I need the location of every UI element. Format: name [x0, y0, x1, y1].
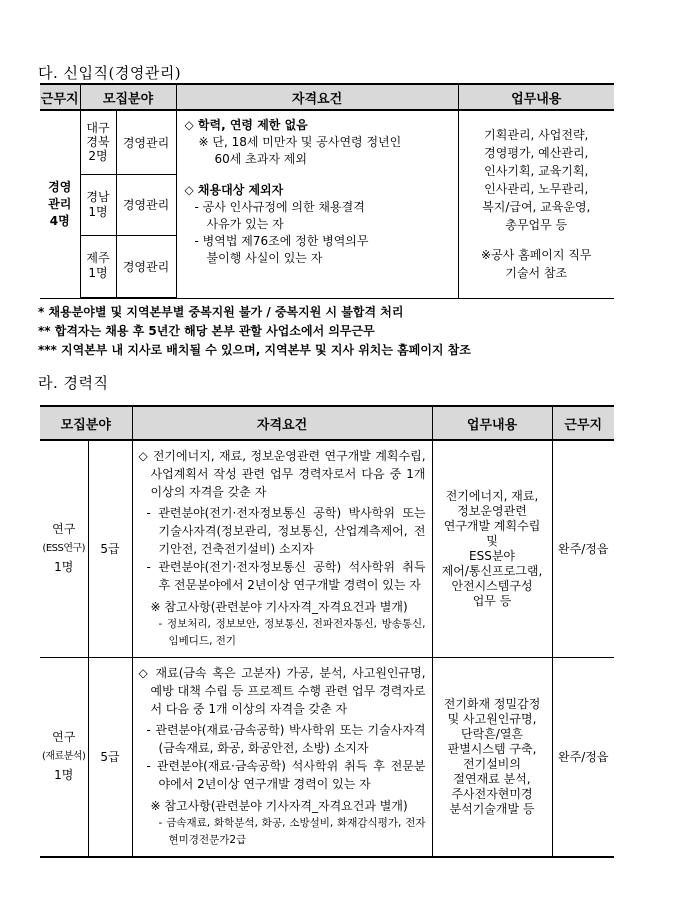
field-cell: 연구 (ESS연구) 1명	[40, 440, 88, 657]
header-duties: 업무내용	[432, 406, 552, 440]
header-requirements: 자격요건	[132, 406, 432, 440]
header-requirements: 자격요건	[176, 84, 458, 110]
region-cell: 제주 1명	[80, 235, 116, 298]
duties-cell: 기획관리, 사업전략, 경영평가, 예산관리, 인사기획, 교육기획, 인사관리, 노무관리, 복지/급여, 교육운영, 총무업무 등 ※공사 홈페이지 직무 기술서 참조	[458, 110, 614, 298]
field-cell: 경영관리	[116, 110, 176, 174]
notes	[38, 303, 471, 360]
header-duties: 업무내용	[458, 84, 614, 110]
region-cell: 경남 1명	[80, 174, 116, 235]
header-location: 근무지	[552, 406, 614, 440]
requirements-cell: ◇ 재료(금속 혹은 고분자) 가공, 분석, 사고원인규명, 예방 대책 수립 등 프로젝트 수행 관련 업무 경력자로서 다음 중 1개 이상의 자격을 갖춘 자 - 관련분야(재료·금속공학) 박사학위 또는 기술사자격(금속재료, 화공, 화공안전, 소방) 소지자 - 관련분야(재료·금속공학) 석사학위 취득 후 전문분야에서 2년이상 연구개발 경력이 있는 자 ※ 참고사항(관련분야 기사자격_자격요건과 별개) - 금속재료, 화학분석, 화공, 소방설비, 화재감식평가, 전자현미경전문가2급	[132, 657, 432, 857]
location-cell: 경영 관리 4명	[40, 110, 80, 298]
note-line: *** 지역본부 내 지사로 배치될 수 있으며, 지역본부 및 지사 위치는 홈페이지 참조	[38, 343, 471, 357]
location-cell: 완주/정읍	[552, 440, 614, 657]
field-cell: 경영관리	[116, 235, 176, 298]
table-row	[40, 440, 614, 657]
career-table	[40, 405, 614, 858]
table-header-row	[40, 406, 614, 440]
location-cell: 완주/정읍	[552, 657, 614, 857]
table-row	[40, 657, 614, 857]
header-field: 모집분야	[80, 84, 176, 110]
new-hire-table	[40, 83, 614, 299]
table-row	[40, 110, 614, 174]
header-location: 근무지	[40, 84, 80, 110]
region-cell: 대구 경북 2명	[80, 110, 116, 174]
section-heading-new-hire: 다. 신입직(경영관리)	[38, 64, 182, 82]
note-line: * 채용분야별 및 지역본부별 중복지원 불가 / 중복지원 시 불합격 처리	[38, 305, 404, 319]
field-cell: 연구 (재료분석) 1명	[40, 657, 88, 857]
duties-cell: 전기화재 정밀감정 및 사고원인규명, 단락흔/열흔 판별시스템 구축, 전기설비의 절연재료 분석, 주사전자현미경 분석기술개발 등	[432, 657, 552, 857]
requirements-cell: ◇ 학력, 연령 제한 없음 ※ 단, 18세 미만자 및 공사연령 정년인 60세 초과자 제외 ◇ 채용대상 제외자 - 공사 인사규정에 의한 채용결격 사유가 있는 자 - 병역법 제76조에 정한 병역의무 불이행 사실이 있는 자	[176, 110, 458, 298]
duties-cell: 전기에너지, 재료, 정보운영관련 연구개발 계획수립 및 ESS분야 제어/통신프로그램, 안전시스템구성 업무 등	[432, 440, 552, 657]
header-field: 모집분야	[40, 406, 132, 440]
note-line: ** 합격자는 채용 후 5년간 해당 본부 관할 사업소에서 의무근무	[38, 324, 375, 338]
section-heading-career: 라. 경력직	[38, 374, 109, 392]
field-cell: 경영관리	[116, 174, 176, 235]
grade-cell: 5급	[88, 657, 132, 857]
requirements-cell: ◇ 전기에너지, 재료, 정보운영관련 연구개발 계획수립, 사업계획서 작성 관련 업무 경력자로서 다음 중 1개 이상의 자격을 갖춘 자 - 관련분야(전기·전자정보통신 공학) 박사학위 또는 기술사자격(정보관리, 정보통신, 산업계측제어, 전기안전, 건축전기설비) 소지자 - 관련분야(전기·전자정보통신 공학) 석사학위 취득 후 전문분야에서 2년이상 연구개발 경력이 있는 자 ※ 참고사항(관련분야 기사자격_자격요건과 별개) - 정보처리, 정보보안, 정보통신, 전파전자통신, 방송통신, 임베디드, 전기	[132, 440, 432, 657]
grade-cell: 5급	[88, 440, 132, 657]
table-header-row	[40, 84, 614, 110]
